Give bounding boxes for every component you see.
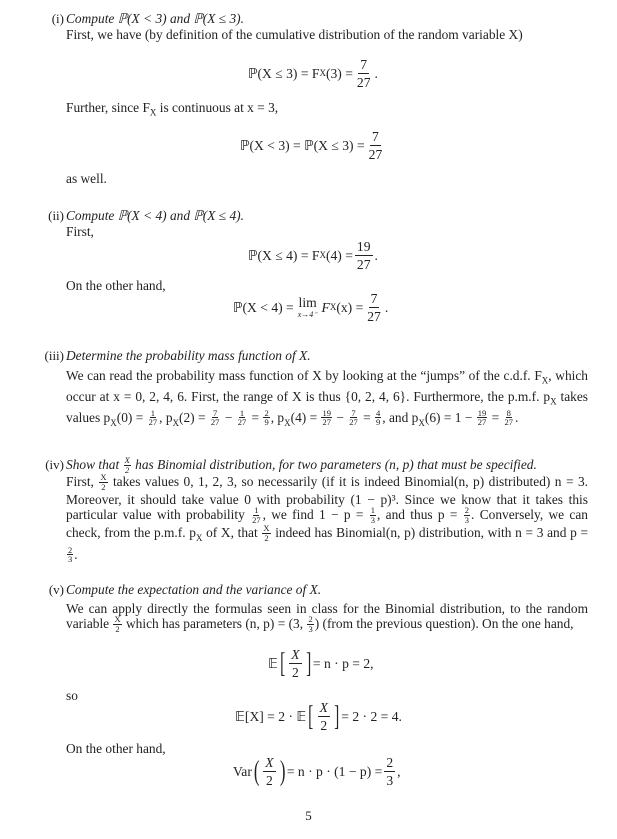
right-paren: ) — [279, 755, 285, 787]
question-text: Compute ℙ(X < 3) and ℙ(X ≤ 3). — [66, 11, 244, 26]
denominator: 27 — [237, 417, 247, 428]
text: . — [514, 409, 519, 425]
equation-text: = n · p · (1 − p) = — [286, 764, 383, 780]
fraction — [67, 546, 73, 564]
denominator: 9 — [264, 417, 269, 428]
denominator: 27 — [148, 417, 158, 428]
subscript: X — [195, 533, 203, 544]
subscript: X — [319, 68, 326, 79]
fraction — [262, 524, 270, 542]
equation-ii-2 — [233, 292, 388, 323]
equation-v-2 — [235, 701, 402, 732]
numerator: X — [100, 472, 107, 482]
limit-subscript: x→4⁻ — [297, 310, 318, 320]
denominator: 27 — [368, 146, 383, 162]
question-i — [66, 11, 588, 42]
fraction — [113, 615, 121, 633]
question-text: Compute ℙ(X < 4) and ℙ(X ≤ 4). — [66, 208, 244, 223]
numerator: 19 — [477, 407, 487, 418]
numerator: 7 — [370, 291, 378, 306]
numerator: 1 — [150, 407, 156, 418]
denominator: 2 — [292, 664, 299, 680]
text: (4) = — [290, 409, 318, 425]
fraction — [375, 409, 381, 427]
text: , which occur at x = 0, 2, 4, 6. First, the range of X is thus {0, 2, 4, 6}. Furthermore, the p.m.f. p — [66, 368, 588, 404]
subscript: X — [329, 302, 337, 313]
paragraph-text: Further, since F — [66, 100, 150, 115]
denominator: 27 — [322, 417, 331, 428]
paragraph-v — [66, 601, 588, 634]
denominator: 27 — [349, 417, 358, 428]
numerator: X — [263, 523, 270, 534]
fraction — [318, 701, 330, 732]
equation-ii-1 — [248, 240, 378, 271]
item-label-iv: (iv) — [45, 457, 64, 472]
numerator: 7 — [213, 407, 218, 418]
subscript: X — [172, 417, 180, 428]
text: = — [491, 409, 500, 425]
denominator: 27 — [477, 417, 487, 428]
subscript: X — [110, 417, 117, 428]
equation-v-1 — [268, 648, 374, 679]
equation-text: F — [321, 300, 330, 316]
fraction — [307, 615, 313, 633]
equation-i-1 — [248, 58, 378, 89]
text: − — [224, 409, 233, 425]
equation-text: (4) = — [325, 248, 353, 264]
denominator: 27 — [504, 417, 513, 428]
fraction — [477, 409, 488, 427]
denominator: 27 — [367, 308, 381, 324]
denominator: 2 — [320, 717, 328, 733]
text: , and p — [382, 409, 419, 425]
subscript: X — [319, 250, 326, 261]
fraction — [365, 292, 383, 323]
numerator: 8 — [506, 407, 511, 418]
numerator: 19 — [322, 407, 331, 418]
question-text: Determine the probability mass function of X. — [66, 348, 311, 363]
text: = — [251, 409, 260, 425]
expectation-symbol: 𝔼 — [268, 656, 278, 672]
numerator: 1 — [370, 505, 376, 516]
page-number: 5 — [305, 808, 312, 823]
paragraph-text: First, — [66, 223, 94, 239]
text: indeed has Binomial(n, p) distribution, with n = 3 and p = — [275, 525, 588, 541]
text: , we find 1 − p = — [262, 507, 364, 523]
equation-text: . — [384, 300, 389, 316]
question-text: Compute the expectation and the variance of X. — [66, 582, 322, 597]
denominator: 9 — [376, 417, 381, 428]
question-iii — [66, 348, 588, 364]
equation-text: ℙ(X ≤ 4) = F — [248, 248, 320, 264]
left-bracket: [ — [280, 647, 286, 679]
fraction — [384, 756, 395, 787]
numerator: 7 — [351, 407, 356, 418]
text: − — [336, 409, 344, 425]
equation-text: 𝔼[X] = 2 · 𝔼 — [235, 709, 307, 725]
text: (0) = — [116, 409, 144, 425]
fraction — [99, 473, 107, 491]
subscript: X — [418, 417, 425, 428]
numerator: 19 — [356, 239, 371, 254]
fraction — [251, 506, 262, 524]
text: (6) = 1 − — [424, 409, 473, 425]
equation-text: ℙ(X < 3) = ℙ(X ≤ 3) = — [240, 138, 365, 154]
fraction — [355, 58, 373, 89]
fraction — [148, 409, 159, 427]
denominator: 2 — [125, 464, 130, 475]
denominator: 2 — [264, 532, 269, 543]
limit — [298, 296, 318, 320]
numerator: 2 — [386, 755, 394, 770]
question-text: has Binomial distribution, for two parameters (n, p) that must be specified. — [135, 457, 537, 473]
fraction — [289, 648, 301, 679]
paragraph-so: so — [66, 688, 78, 703]
numerator: X — [319, 700, 328, 715]
denominator: 27 — [356, 256, 371, 272]
item-label-v: (v) — [48, 582, 64, 597]
numerator: 2 — [308, 614, 313, 625]
text: which has parameters (n, p) = (3, — [125, 616, 304, 632]
fraction — [367, 130, 385, 161]
paragraph-text: is continuous at x = 3, — [156, 100, 279, 115]
text: We can read the probability mass function of X by looking at the “jumps” of the c.d.f. F — [66, 368, 542, 383]
denominator: 27 — [252, 514, 261, 525]
variance-operator: Var — [233, 764, 252, 780]
denominator: 3 — [68, 554, 73, 565]
equation-text: . — [374, 248, 378, 264]
text: of X, that — [202, 525, 258, 541]
fraction — [237, 409, 248, 427]
numerator: 4 — [376, 407, 381, 418]
numerator: 1 — [254, 505, 259, 516]
numerator: 2 — [464, 505, 470, 516]
item-label-iii: (iii) — [44, 348, 64, 363]
fraction — [355, 240, 373, 271]
right-bracket: ] — [334, 700, 340, 732]
text: ) (from the previous question). On the one hand, — [314, 616, 574, 632]
equation-text: (3) = — [325, 66, 353, 82]
fraction — [210, 409, 221, 427]
paragraph-other-hand: On the other hand, — [66, 741, 166, 756]
denominator: 3 — [464, 514, 470, 525]
denominator: 3 — [386, 772, 394, 788]
fraction — [503, 409, 514, 427]
fraction — [464, 506, 470, 524]
text: , p — [159, 409, 173, 425]
numerator: 7 — [360, 57, 368, 72]
text: = — [363, 409, 371, 425]
item-label-ii: (ii) — [48, 208, 64, 223]
text: , p — [270, 409, 285, 425]
equation-text: ℙ(X ≤ 3) = F — [248, 66, 320, 82]
question-ii — [66, 208, 588, 239]
paragraph-iv — [66, 474, 588, 565]
denominator: 3 — [370, 514, 376, 525]
paragraph-i-2 — [66, 100, 588, 121]
paragraph-iii — [66, 368, 588, 431]
denominator: 2 — [115, 623, 120, 634]
text: . Conversely, we can check, from the p.m.f. p — [66, 507, 588, 541]
fraction — [263, 409, 269, 427]
question-v — [66, 582, 588, 598]
denominator: 2 — [101, 481, 106, 492]
denominator: 3 — [308, 623, 313, 634]
numerator: 1 — [239, 407, 245, 418]
left-paren: ( — [253, 755, 260, 787]
numerator: 2 — [264, 407, 269, 418]
equation-text: , — [397, 764, 401, 780]
text: , and thus p = — [377, 507, 458, 523]
text: First, — [66, 474, 94, 490]
subscript: X — [149, 107, 157, 118]
paragraph-ii-2: On the other hand, — [66, 278, 166, 293]
paragraph-i-3: as well. — [66, 171, 107, 186]
fraction — [321, 409, 332, 427]
fraction — [348, 409, 359, 427]
subscript: X — [550, 396, 557, 407]
subscript: X — [541, 375, 549, 386]
fraction — [263, 756, 275, 787]
numerator: X — [291, 647, 300, 662]
left-bracket: [ — [308, 700, 314, 732]
equation-text: = 2 · 2 = 4. — [341, 709, 402, 725]
equation-text: = n · p = 2, — [312, 656, 374, 672]
denominator: 27 — [356, 74, 371, 90]
subscript: X — [284, 417, 291, 428]
fraction — [370, 506, 376, 524]
equation-text: (x) = — [336, 300, 364, 316]
text: We can apply directly the formulas seen in class for the Binomial distribution, to the random variable — [66, 601, 588, 632]
item-label-i: (i) — [51, 11, 64, 26]
denominator: 27 — [210, 417, 220, 428]
equation-v-3 — [233, 756, 401, 787]
question-text: Show that — [66, 457, 120, 473]
limit-operator: lim — [298, 294, 317, 310]
numerator: 2 — [68, 544, 73, 555]
text: (2) = — [179, 409, 206, 425]
equation-text: . — [374, 66, 378, 82]
equation-text: ℙ(X < 4) = — [233, 300, 294, 316]
fraction — [124, 456, 131, 474]
text: takes values p — [66, 388, 588, 425]
equation-i-2 — [240, 130, 386, 161]
numerator: 7 — [372, 129, 379, 144]
question-iv — [66, 457, 590, 475]
numerator: X — [124, 455, 130, 465]
text: . — [74, 546, 78, 562]
text: takes values 0, 1, 2, 3, so necessarily (if it is indeed Binomial(n, p) distributed) n = 3. Moreover, it should take value 0 with probability (1 − p)³. Since we know that it takes this particular value with probability — [66, 474, 588, 523]
numerator: X — [265, 755, 274, 770]
paragraph-text: First, we have (by definition of the cumulative distribution of the random variable X) — [66, 26, 523, 42]
denominator: 2 — [265, 772, 273, 788]
right-bracket: ] — [305, 647, 311, 679]
numerator: X — [114, 614, 121, 625]
